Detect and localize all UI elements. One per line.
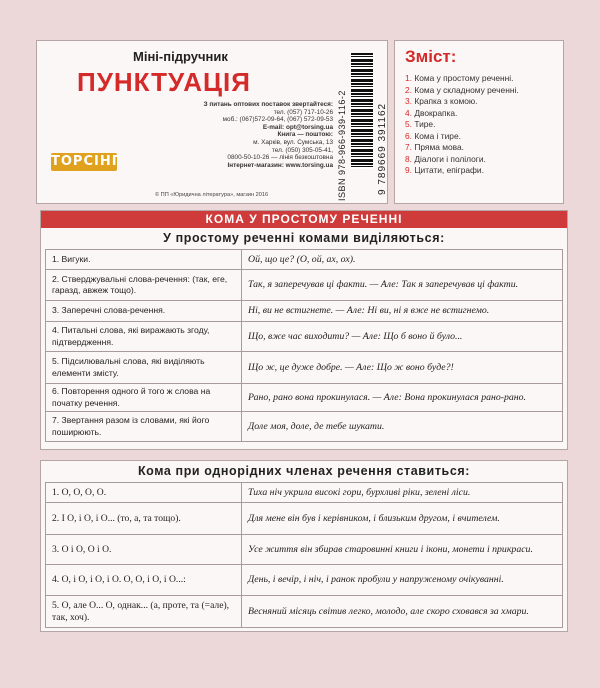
- publisher-logo: ТОРСІНГ: [51, 154, 121, 169]
- toc-item-label: Кома у складному реченні.: [414, 84, 519, 95]
- isbn-label: ISBN 978-966-939-116-2: [337, 90, 347, 201]
- toc-item: [405, 165, 553, 177]
- toc-item: [405, 73, 553, 85]
- section-comma-simple-sentence: [40, 210, 568, 450]
- toc-item-number: 3.: [405, 96, 412, 106]
- rule-cell: 4. О, і О, і О, і О. О, О, і О, і О...:: [46, 565, 242, 596]
- mini-title: Міні-підручник: [133, 49, 228, 64]
- rule-cell: 4. Питальні слова, які виражають згоду, підтвердження.: [46, 322, 242, 352]
- book-header: [36, 40, 564, 204]
- table-row: [46, 270, 563, 301]
- toc-item-number: 1.: [405, 73, 412, 83]
- contact-line: Інтернет-магазин: www.torsing.ua: [227, 161, 333, 169]
- rule-cell: 1. O, O, O, O.: [46, 483, 242, 503]
- table-of-contents: [394, 40, 564, 204]
- rule-cell: 2. Стверджувальні слова-речення: (так, еге, гаразд, авжеж тощо).: [46, 270, 242, 301]
- example-cell: Доле моя, доле, де тебе шукати.: [242, 412, 563, 442]
- table-row: [46, 322, 563, 352]
- toc-item-label: Тире.: [414, 119, 436, 129]
- toc-item: [405, 85, 553, 97]
- example-cell: Усе життя він збирав старовинні книги і ікони, монети і прикраси.: [242, 535, 563, 565]
- toc-item-number: 6.: [405, 130, 412, 141]
- toc-item-label: Кома у простому реченні.: [414, 73, 514, 83]
- toc-list: [405, 73, 553, 177]
- example-cell: День, і вечір, і ніч, і ранок пробули у напруженому очікуванні.: [242, 565, 563, 596]
- section-subtitle: Кома при однорідних членах речення ставиться:: [137, 464, 471, 478]
- example-cell: Ой, що це? (О, ой, ах, ох).: [242, 250, 563, 270]
- example-cell: Так, я заперечував ці факти. — Але: Так я заперечував ці факти.: [242, 270, 563, 301]
- toc-item-label: Цитати, епіграфи.: [414, 165, 484, 175]
- toc-item: [405, 119, 553, 131]
- barcode-icon: [351, 53, 373, 169]
- table-row: [46, 535, 563, 565]
- toc-item-number: 7.: [405, 142, 412, 152]
- example-cell: Тиха ніч укрила високі гори, бурхливі ріки, зелені ліси.: [242, 483, 563, 503]
- table-row: [46, 483, 563, 503]
- toc-item-number: 9.: [405, 165, 412, 175]
- toc-item-label: Крапка з комою.: [414, 96, 478, 106]
- contact-line: тел. (057) 717-10-26: [273, 108, 333, 116]
- table-row: [46, 250, 563, 270]
- contact-line: моб.: (067)572-09-64, (067) 572-09-53: [222, 116, 333, 124]
- table-row: [46, 301, 563, 322]
- contact-line: м. Харків, вул. Сумська, 13: [253, 138, 333, 146]
- toc-item: [405, 142, 553, 154]
- section-subtitle: У простому реченні комами виділяються:: [163, 231, 445, 245]
- toc-item: [405, 96, 553, 108]
- example-cell: Що ж, це дуже добре. — Але: Що ж воно буде?!: [242, 352, 563, 384]
- rule-cell: 7. Звертання разом із словами, які його поширюють.: [46, 412, 242, 442]
- toc-item-label: Діалоги і полілоги.: [414, 153, 486, 164]
- rule-cell: 2. І О, і О, і О... (то, а, та тощо).: [46, 503, 242, 535]
- table-row: [46, 352, 563, 384]
- toc-item-label: Двокрапка.: [414, 107, 458, 118]
- contact-line: E-mail: opt@torsing.ua: [262, 123, 333, 131]
- example-cell: Весняний місяць світив легко, молодо, але скоро сховався за хмари.: [242, 596, 563, 628]
- example-cell: Для мене він був і керівником, і близьким другом, і вчителем.: [242, 503, 563, 535]
- publisher-contacts: [157, 101, 333, 169]
- table-row: [46, 503, 563, 535]
- example-cell: Рано, рано вона прокинулася. — Але: Вона прокинулася рано-рано.: [242, 384, 563, 412]
- toc-item-number: 5.: [405, 119, 412, 129]
- rules-table: [45, 482, 563, 628]
- toc-item-label: Кома і тире.: [414, 130, 461, 141]
- rule-cell: 3. O і O, O і O.: [46, 535, 242, 565]
- toc-item-label: Пряма мова.: [414, 142, 464, 152]
- rules-table: [45, 249, 563, 442]
- rule-cell: 1. Вигуки.: [46, 250, 242, 270]
- rule-cell: 6. Повторення одного й того ж слова на початку речення.: [46, 384, 242, 412]
- table-row: [46, 565, 563, 596]
- main-title: ПУНКТУАЦІЯ: [77, 67, 251, 97]
- contact-line: З питань оптових поставок звертайтеся:: [203, 101, 333, 108]
- toc-item-number: 8.: [405, 153, 412, 164]
- rule-cell: 3. Заперечні слова-речення.: [46, 301, 242, 322]
- table-row: [46, 596, 563, 628]
- example-cell: Що, вже час виходити? — Але: Що б воно й було...: [242, 322, 563, 352]
- copyright-text: © ПП «Юридична література», магзин 2016: [155, 192, 269, 198]
- table-row: [46, 384, 563, 412]
- contact-line: 0800-50-10-26 — лінія безкоштовна: [227, 154, 333, 162]
- toc-item: [405, 131, 553, 143]
- rule-cell: 5. Підсилювальні слова, які виділяють елементи змісту.: [46, 352, 242, 384]
- contact-line: тел. (050) 305-05-41,: [271, 146, 333, 154]
- toc-item-number: 4.: [405, 107, 412, 118]
- toc-title: Зміст:: [405, 47, 457, 66]
- toc-item: [405, 154, 553, 166]
- table-row: [46, 412, 563, 442]
- toc-item-number: 2.: [405, 84, 412, 95]
- isbn-digits: 9 789669 391162: [377, 102, 388, 195]
- section-comma-homogeneous: [40, 460, 568, 632]
- section-banner: КОМА У ПРОСТОМУ РЕЧЕННІ: [41, 211, 567, 228]
- example-cell: Ні, ви не встигнете. — Але: Ні ви, ні я вже не встигнемо.: [242, 301, 563, 322]
- publisher-info-panel: [36, 40, 388, 204]
- contact-line: Книга — поштою:: [277, 131, 333, 139]
- rule-cell: 5. О, але О... О, однак... (а, проте, та (=але), так, хоч).: [46, 596, 242, 628]
- toc-item: [405, 108, 553, 120]
